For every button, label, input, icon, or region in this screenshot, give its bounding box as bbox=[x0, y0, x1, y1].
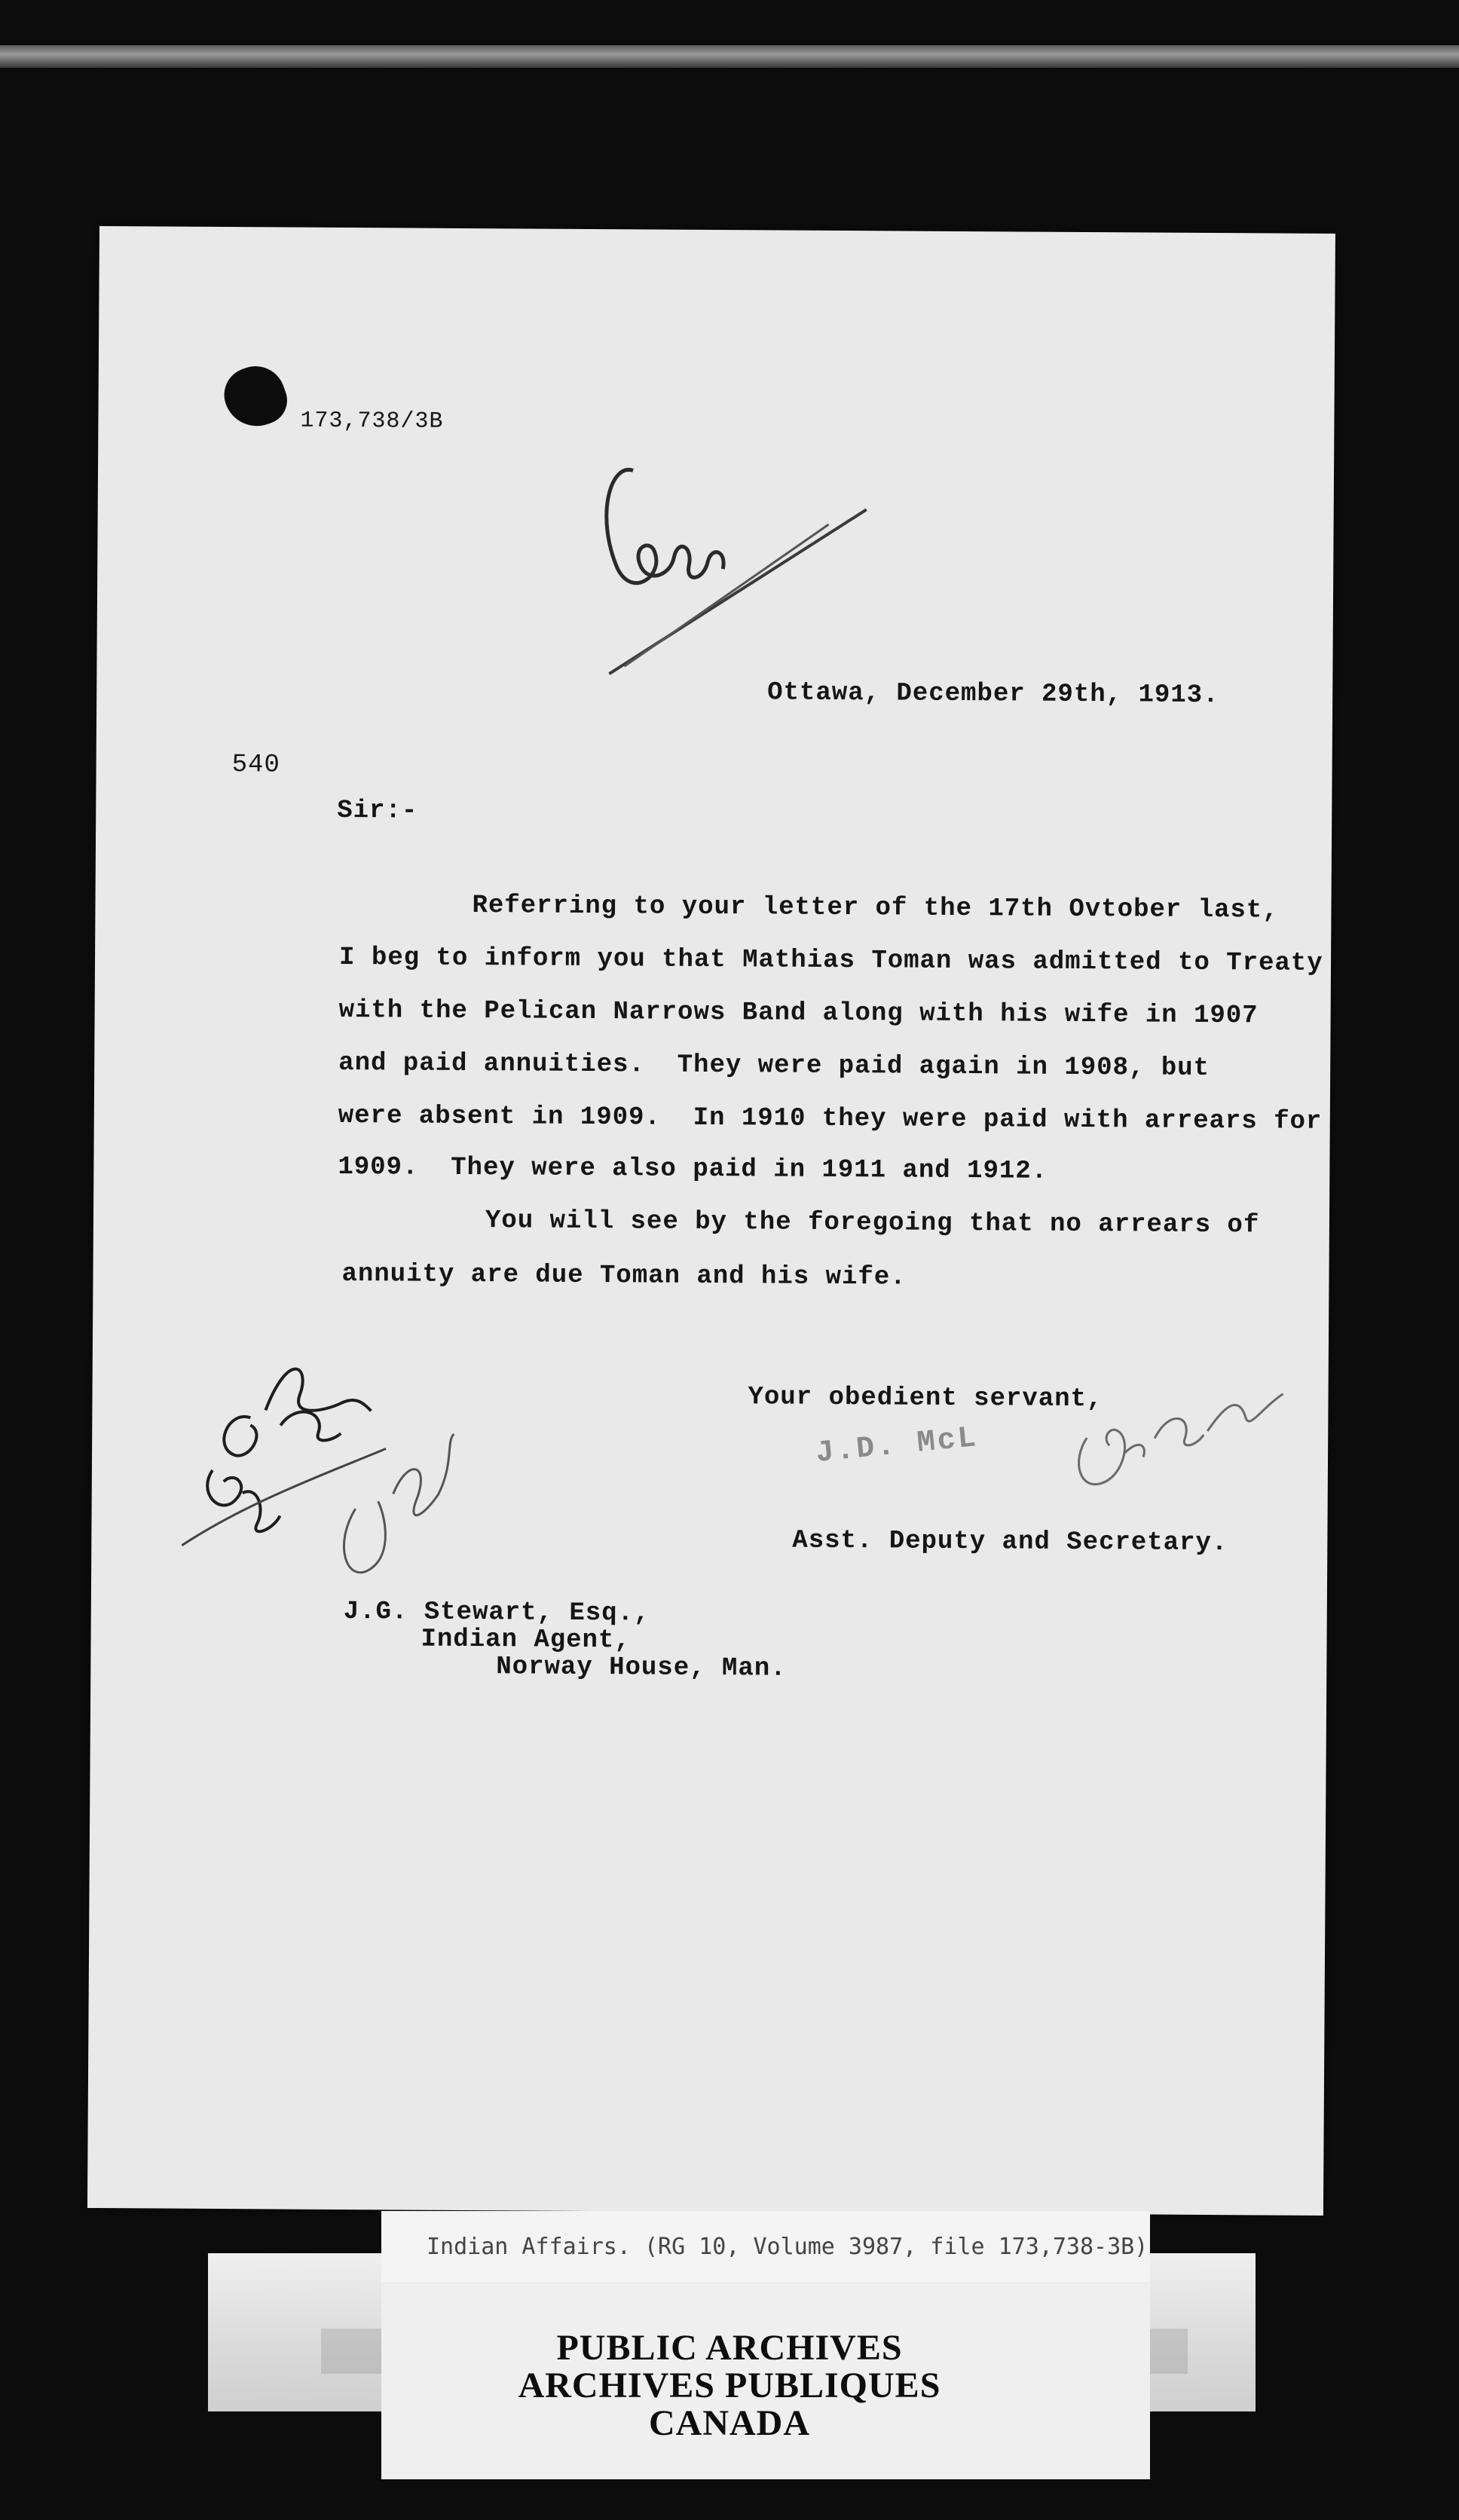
body-line: Referring to your letter of the 17th Ovtober last, bbox=[472, 891, 1279, 925]
signature-stamp: J.D. McL bbox=[814, 1421, 980, 1472]
margin-number: 540 bbox=[231, 751, 280, 780]
body-line: were absent in 1909. In 1910 they were paid with arrears for bbox=[338, 1101, 1323, 1136]
address-line: Norway House, Man. bbox=[496, 1653, 787, 1684]
archive-line-1: PUBLIC ARCHIVES bbox=[556, 2328, 903, 2368]
archive-line-2: ARCHIVES PUBLIQUES bbox=[518, 2366, 941, 2405]
archive-reference: Indian Affairs. (RG 10, Volume 3987, file 173,738-3B) bbox=[427, 2234, 1149, 2260]
body-line: You will see by the foregoing that no arrears of bbox=[485, 1206, 1260, 1240]
file-number: 173,738/3B bbox=[300, 408, 444, 435]
signature-initials bbox=[1057, 1362, 1314, 1500]
archive-line-3: CANADA bbox=[649, 2403, 810, 2443]
letter-page bbox=[87, 226, 1335, 2216]
copy-handwriting bbox=[579, 425, 882, 683]
place-date: Ottawa, December 29th, 1913. bbox=[767, 678, 1219, 711]
marginal-handwritten-notes bbox=[136, 1319, 530, 1592]
archive-reference-label bbox=[381, 2211, 1150, 2283]
signatory-title: Asst. Deputy and Secretary. bbox=[792, 1526, 1228, 1558]
punch-hole bbox=[217, 358, 294, 435]
body-line: annuity are due Toman and his wife. bbox=[341, 1259, 907, 1292]
body-line: and paid annuities. They were paid again in 1908, but bbox=[338, 1048, 1210, 1084]
body-line: I beg to inform you that Mathias Toman was admitted to Treaty bbox=[338, 943, 1323, 978]
salutation: Sir:- bbox=[337, 796, 418, 826]
body-line: 1909. They were also paid in 1911 and 1912. bbox=[338, 1152, 1048, 1186]
film-edge-strip bbox=[0, 45, 1459, 68]
address-line: J.G. Stewart, Esq., bbox=[343, 1598, 650, 1629]
closing: Your obedient servant, bbox=[748, 1383, 1103, 1414]
body-line: with the Pelican Narrows Band along with his wife in 1907 bbox=[338, 995, 1259, 1031]
address-line: Indian Agent, bbox=[421, 1625, 631, 1656]
